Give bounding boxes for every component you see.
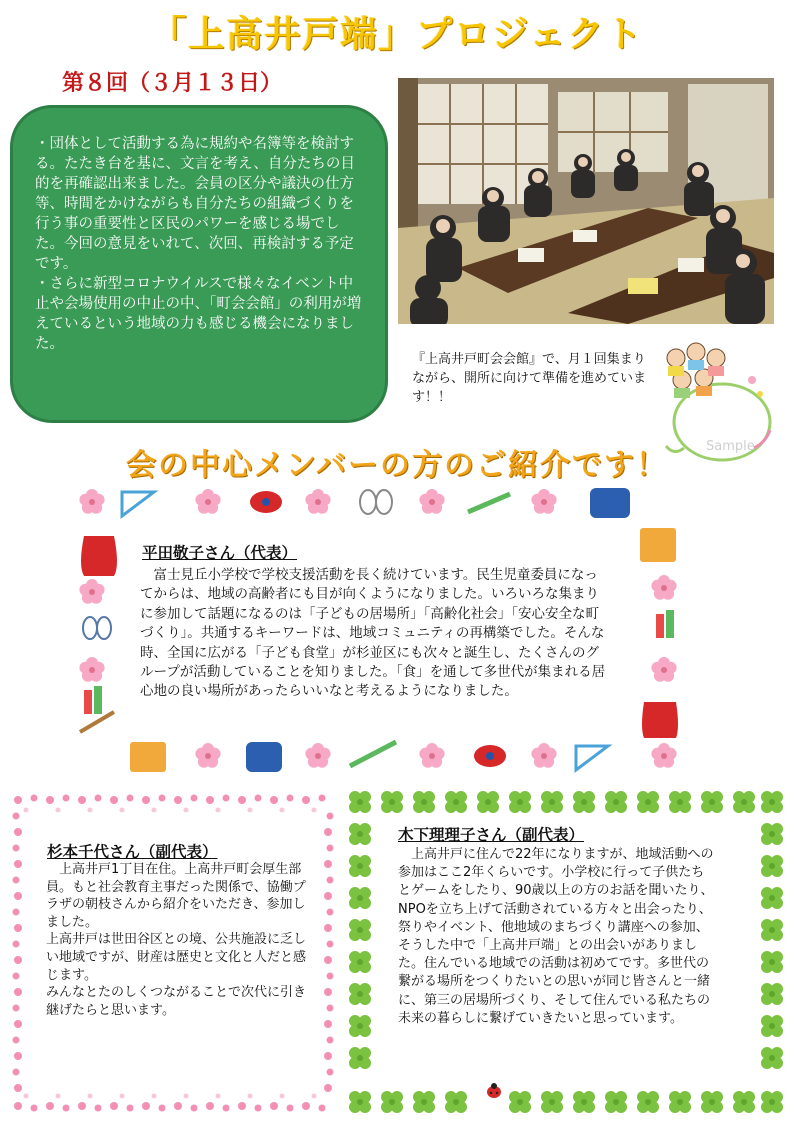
vice2-intro-text: 上高井戸に住んで22年になりますが、地域活動への参加はここ2年くらいです。小学校に行って子供たちとゲームをしたり、90歳以上の方のお話を聞いたり、NPOを立ち上げて活動されている方々と出会ったり、祭りやイベント、他地域のまちづくり講座への参加、そうした中で「上高井戸端」との出会いがありました。住んでいる地域での活動は初めてです。多世代の繋がる場所をつくりたいとの思いが同じ皆さんと一緒に、第三の居場所づくり、そして住んでいる私たちの未来の暮らしに繋げていきたいと思っています。 <box>398 847 714 1026</box>
leader-intro-text: 富士見丘小学校で学校支援活動を長く続けています。民生児童委員になってからは、地域の高齢者にも目が向くようになりました。いろいろな集まりに参加して話題になるのは「子どもの居場所」「高齢化社会」「安心安全な町づくり」。共通するキーワードは、地域コミュニティの再構築でした。そんな時、全国に広がる「子ども食堂」が杉並区にも次々と誕生し、たくさんのグループが活動していることを知りました。「食」を通して多世代が集まれる居心地の良い場所があったらいいなと考えるようになりました。 <box>140 567 606 700</box>
vice1-name: 杉本千代さん（副代表） <box>47 843 218 861</box>
summary-paragraph: ・団体として活動する為に規約や名簿等を検討する。たたき台を基に、文言を考え、自分たちの目的を再確認出来ました。会員の区分や議決の仕方等、時間をかけながらも自分たちの組織づくりを行う事の重要性と区民のパワーを感じる場でした。今回の意見をいれて、次回、再検討する予定です。 <box>35 136 355 272</box>
session-label: 第８回（３月１３日） <box>62 71 283 96</box>
photo-caption: 『上高井戸町会会館』で、月１回集まりながら、開所に向けて準備を進めています！！ <box>412 352 647 405</box>
meeting-photo-illustration <box>398 78 774 324</box>
page-title: 「上高井戸端」プロジェクト <box>150 14 644 55</box>
summary-paragraph: ・さらに新型コロナウイルスで様々なイベント中止や会場使用の中止の中、「町会会館」の利用が増えているという地域の力も感じる機会になりました。 <box>35 276 362 352</box>
leader-name: 平田敬子さん（代表） <box>142 544 298 562</box>
summary-box <box>10 105 388 423</box>
vice1-intro <box>46 861 308 1019</box>
leader-intro <box>140 566 610 702</box>
vice1-paragraph: 上高井戸は世田谷区との境、公共施設に乏しい地域ですが、財産は歴史と文化と人だと感じます。 <box>46 932 307 983</box>
vice2-name: 木下理理子さん（副代表） <box>398 826 585 844</box>
vice1-paragraph: みんなとたのしくつながることで次代に引き継げたらと思います。 <box>46 985 307 1018</box>
vice1-paragraph: 上高井戸1丁目在住。上高井戸町会厚生部員。もと社会教育主事だった関係で、協働プラザの朝枝さんから紹介をいただき、参加しました。 <box>46 862 306 930</box>
vice2-intro <box>398 846 714 1028</box>
meeting-photo <box>398 78 774 324</box>
members-heading: 会の中心メンバーの方のご紹介です！ <box>126 448 668 483</box>
sample-badge: Sample <box>706 439 755 454</box>
